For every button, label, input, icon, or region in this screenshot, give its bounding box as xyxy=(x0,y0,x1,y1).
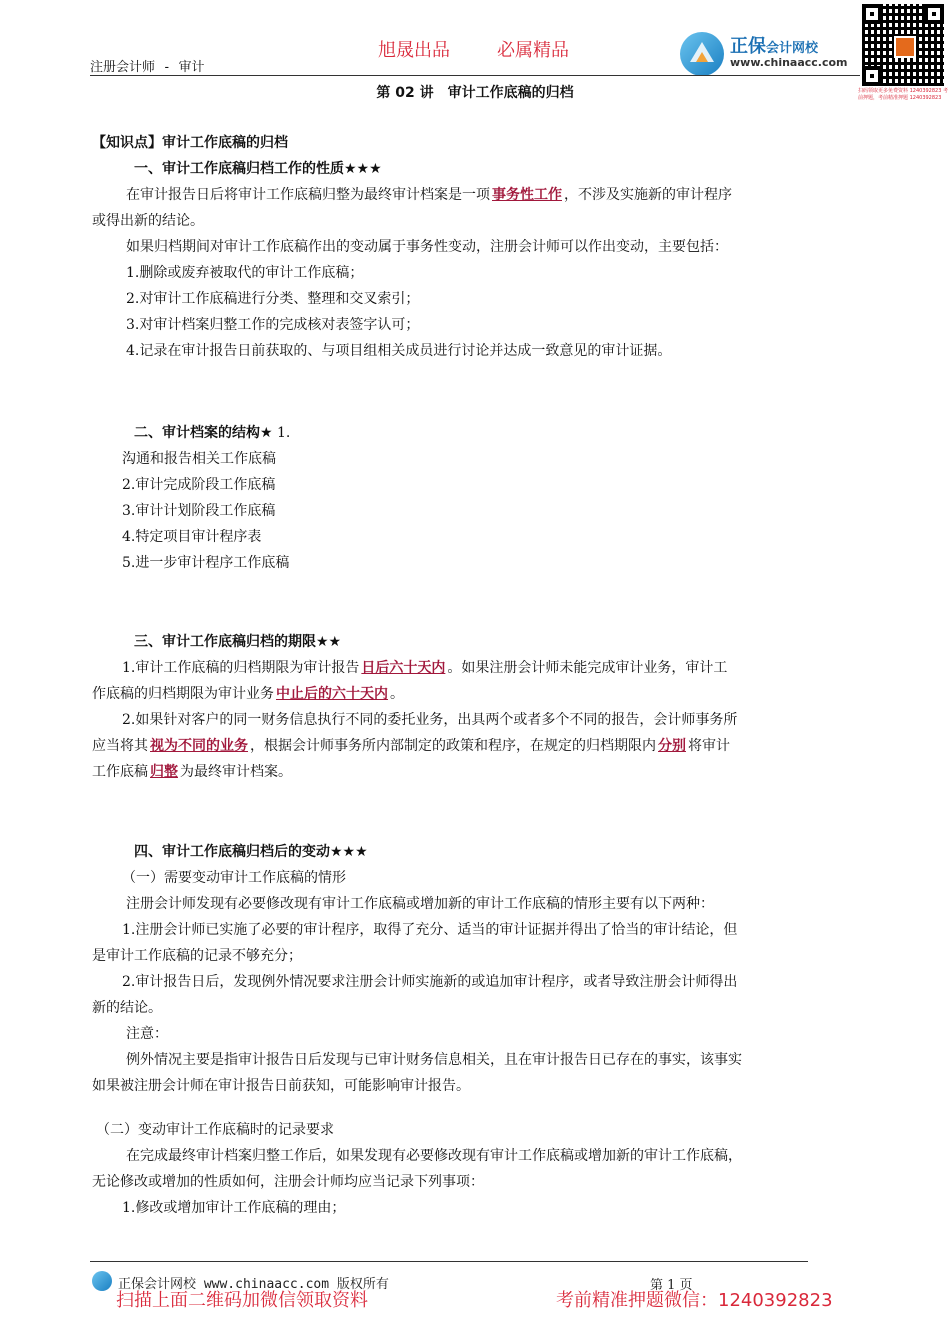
s2-item-5: 5.进一步审计程序工作底稿 xyxy=(122,555,290,571)
s2-item-3: 3.审计计划阶段工作底稿 xyxy=(122,503,276,519)
s4-subheading-1: （一）需要变动审计工作底稿的情形 xyxy=(122,870,346,886)
s4-paragraph-3: 2.审计报告日后，发现例外情况要求注册会计师实施新的或追加审计程序，或者导致注册会计师得出 xyxy=(122,974,738,990)
s3-paragraph-2: 2.如果针对客户的同一财务信息执行不同的委托业务，出具两个或者多个不同的报告，会计师事务所 xyxy=(122,712,738,728)
qr-code-icon xyxy=(862,4,944,86)
s1-paragraph-1-cont: 或得出新的结论。 xyxy=(92,213,204,229)
s1-paragraph-2: 如果归档期间对审计工作底稿作出的变动属于事务性变动，注册会计师可以作出变动，主要包括： xyxy=(126,239,728,255)
section-2 xyxy=(92,420,862,576)
s3-paragraph-1: 1.审计工作底稿的归档期限为审计报告 日后六十天内 。如果注册会计师未能完成审计业务，审计工 xyxy=(122,660,728,676)
logo-icon xyxy=(680,32,724,76)
knowledge-point-heading: 【知识点】审计工作底稿的归档 xyxy=(92,135,288,151)
highlight-separately: 分别 xyxy=(658,738,686,754)
brand-logo xyxy=(680,26,860,86)
s4-paragraph-4-cont: 如果被注册会计师在审计报告日前获知，可能影响审计报告。 xyxy=(92,1078,470,1094)
s1-item-1: 1.删除或废弃被取代的审计工作底稿； xyxy=(126,265,364,281)
footer-logo-icon xyxy=(92,1271,112,1291)
highlight-transactional-work: 事务性工作 xyxy=(492,187,562,203)
document-body xyxy=(92,130,862,364)
s4-paragraph-2: 1.注册会计师已实施了必要的审计程序，取得了充分、适当的审计证据并得出了恰当的审计结论，但 xyxy=(122,922,738,938)
s3-paragraph-1-cont: 作底稿的归档期限为审计业务 中止后的六十天内 。 xyxy=(92,686,404,702)
s2-item-1: 沟通和报告相关工作底稿 xyxy=(122,451,276,467)
header-slogan-right: 必属精品 xyxy=(497,40,569,61)
s4-paragraph-1: 注册会计师发现有必要修改现有审计工作底稿或增加新的审计工作底稿的情形主要有以下两种： xyxy=(126,896,714,912)
header-slogan-left: 旭晟出品 xyxy=(378,40,450,61)
section-3-title: 三、审计工作底稿归档的期限★★ xyxy=(134,634,342,650)
footer-copyright: 正保会计网校 www.chinaacc.com 版权所有 xyxy=(118,1277,389,1292)
section-3 xyxy=(92,629,862,785)
highlight-sixty-days-after-termination: 中止后的六十天内 xyxy=(276,686,388,702)
s3-paragraph-2-cont: 应当将其 视为不同的业务 ，根据会计师事务所内部制定的政策和程序，在规定的归档期限内 分别 将审计 xyxy=(92,738,730,754)
s1-paragraph-1: 在审计报告日后将审计工作底稿归整为最终审计档案是一项 事务性工作 ，不涉及实施新的审计程序 xyxy=(126,187,732,203)
s4-note-label: 注意： xyxy=(126,1026,168,1042)
s3-paragraph-2-end: 工作底稿 归整 为最终审计档案。 xyxy=(92,764,292,780)
s4-subheading-2: （二）变动审计工作底稿时的记录要求 xyxy=(96,1122,334,1138)
footer-page-number: 第 1 页 xyxy=(650,1278,693,1293)
s4-paragraph-6: 1.修改或增加审计工作底稿的理由； xyxy=(122,1200,346,1216)
footer-divider xyxy=(90,1261,808,1262)
footer-red-left: 扫描上面二维码加微信领取资料 xyxy=(116,1290,368,1311)
section-2-title: 二、审计档案的结构★ 1. xyxy=(134,425,291,441)
s1-item-3: 3.对审计档案归整工作的完成核对表签字认可； xyxy=(126,317,420,333)
s1-item-2: 2.对审计工作底稿进行分类、整理和交叉索引； xyxy=(126,291,420,307)
lecture-title: 第 02 讲 审计工作底稿的归档 xyxy=(376,85,574,101)
section-4-title: 四、审计工作底稿归档后的变动★★★ xyxy=(134,844,368,860)
s4-paragraph-2-cont: 是审计工作底稿的记录不够充分； xyxy=(92,948,302,964)
s4-paragraph-5-cont: 无论修改或增加的性质如何，注册会计师均应当记录下列事项： xyxy=(92,1174,484,1190)
s4-paragraph-4: 例外情况主要是指审计报告日后发现与已审计财务信息相关，且在审计报告日已存在的事实，该事实 xyxy=(126,1052,742,1068)
logo-url: www.chinaacc.com xyxy=(730,56,848,69)
footer-red-right: 考前精准押题微信：1240392823 xyxy=(556,1290,833,1311)
s1-item-4: 4.记录在审计报告日前获取的、与项目组相关成员进行讨论并达成一致意见的审计证据。 xyxy=(126,343,672,359)
s2-item-4: 4.特定项目审计程序表 xyxy=(122,529,262,545)
header-divider xyxy=(90,75,860,76)
header-subject: 注册会计师 - 审计 xyxy=(90,60,205,75)
highlight-different-engagements: 视为不同的业务 xyxy=(150,738,248,754)
s2-item-2: 2.审计完成阶段工作底稿 xyxy=(122,477,276,493)
highlight-sixty-days: 日后六十天内 xyxy=(361,660,446,676)
section-1-title: 一、审计工作底稿归档工作的性质★★★ xyxy=(134,161,382,177)
qr-caption: 扫码领取更多免费资料 1240392823 考前押题，考前精准押题 1240392823 xyxy=(858,88,948,101)
logo-name: 正保会计网校 xyxy=(730,36,819,57)
s4-paragraph-3-cont: 新的结论。 xyxy=(92,1000,162,1016)
s4-paragraph-5: 在完成最终审计档案归整工作后，如果发现有必要修改现有审计工作底稿或增加新的审计工作底稿， xyxy=(126,1148,742,1164)
section-4 xyxy=(92,839,862,1221)
highlight-assemble: 归整 xyxy=(150,764,178,780)
